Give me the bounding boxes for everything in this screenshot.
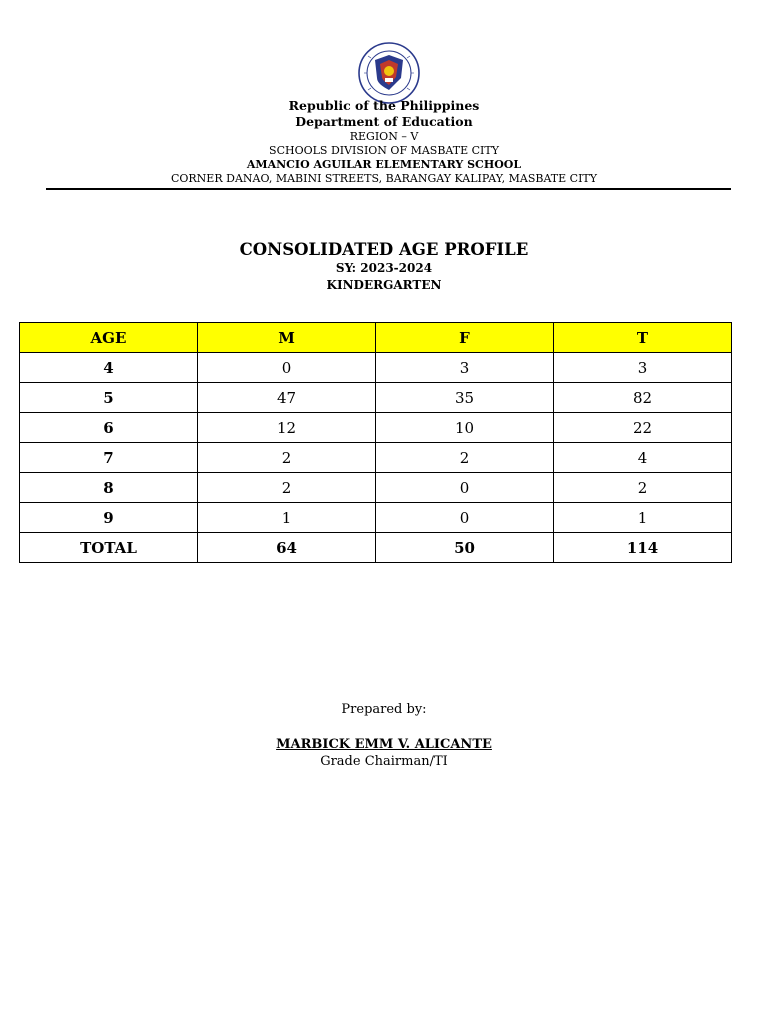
total-count-cell: 22 [554, 413, 732, 443]
total-count-cell: 1 [554, 503, 732, 533]
age-cell: 8 [20, 473, 198, 503]
school-year: SY: 2023-2024 [335, 261, 433, 275]
header-divider [46, 188, 731, 190]
letterhead-region: REGION – V [349, 130, 419, 143]
grade-level: KINDERGARTEN [326, 278, 442, 292]
table-row [20, 413, 732, 443]
signatory-position: Grade Chairman/TI [320, 754, 448, 769]
letterhead-address: CORNER DANAO, MABINI STREETS, BARANGAY KALIPAY, MASBATE CITY [170, 172, 598, 185]
age-profile-table [19, 322, 732, 563]
female-count-cell: 35 [376, 383, 554, 413]
letterhead-division: SCHOOLS DIVISION OF MASBATE CITY [269, 144, 499, 157]
age-cell: 4 [20, 353, 198, 383]
total-row [20, 533, 732, 563]
age-cell: 5 [20, 383, 198, 413]
total-count-cell: 2 [554, 473, 732, 503]
female-count-cell: 3 [376, 353, 554, 383]
column-header-age: AGE [20, 323, 198, 353]
total-count-cell: 82 [554, 383, 732, 413]
male-count-cell: 1 [198, 503, 376, 533]
column-header-female: F [376, 323, 554, 353]
prepared-by-label: Prepared by: [341, 702, 427, 717]
table-row [20, 473, 732, 503]
table-row [20, 383, 732, 413]
column-header-total: T [554, 323, 732, 353]
female-count-cell: 2 [376, 443, 554, 473]
total-count-cell: 4 [554, 443, 732, 473]
female-count-cell: 0 [376, 503, 554, 533]
total-label-cell: TOTAL [20, 533, 198, 563]
table-row [20, 503, 732, 533]
grand-total-cell: 114 [554, 533, 732, 563]
age-cell: 6 [20, 413, 198, 443]
female-count-cell: 0 [376, 473, 554, 503]
total-count-cell: 3 [554, 353, 732, 383]
male-count-cell: 0 [198, 353, 376, 383]
male-count-cell: 12 [198, 413, 376, 443]
letterhead-school: AMANCIO AGUILAR ELEMENTARY SCHOOL [246, 158, 522, 171]
signatory-name: MARBICK EMM V. ALICANTE [276, 737, 492, 752]
male-total-cell: 64 [198, 533, 376, 563]
letterhead-republic: Republic of the Philippines [288, 98, 480, 113]
age-cell: 9 [20, 503, 198, 533]
table-header-row [20, 323, 732, 353]
male-count-cell: 2 [198, 473, 376, 503]
deped-seal-logo [358, 42, 420, 104]
male-count-cell: 47 [198, 383, 376, 413]
column-header-male: M [198, 323, 376, 353]
male-count-cell: 2 [198, 443, 376, 473]
age-cell: 7 [20, 443, 198, 473]
table-row [20, 443, 732, 473]
letterhead-department: Department of Education [295, 114, 473, 129]
female-total-cell: 50 [376, 533, 554, 563]
report-title: CONSOLIDATED AGE PROFILE [239, 240, 529, 259]
table-row [20, 353, 732, 383]
female-count-cell: 10 [376, 413, 554, 443]
